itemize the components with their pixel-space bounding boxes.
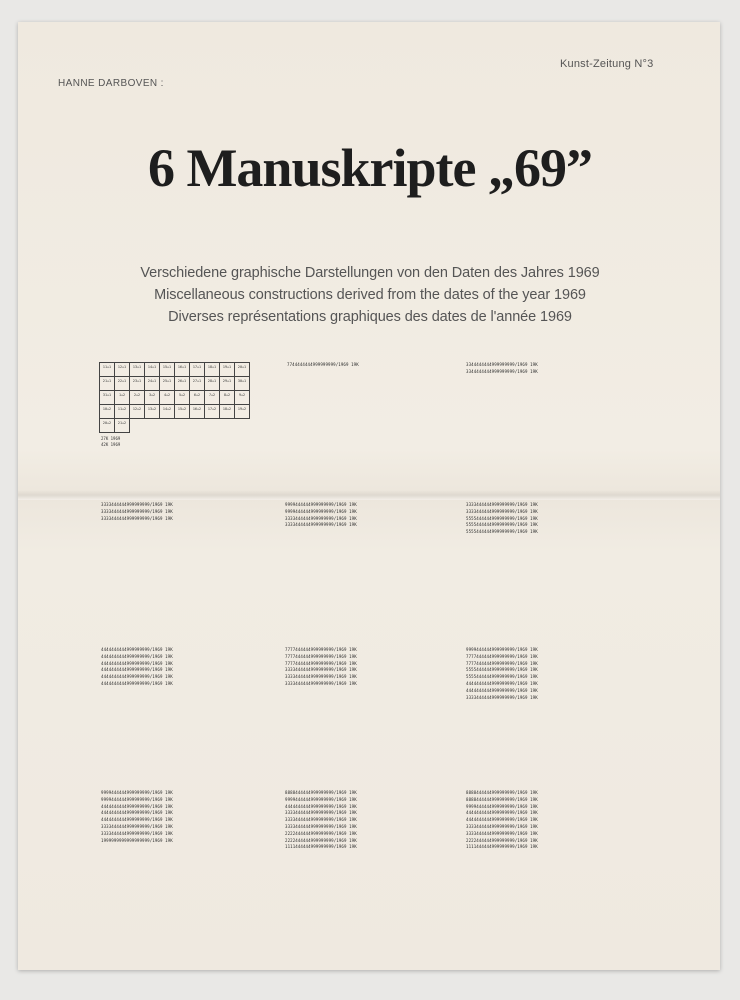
grid-cell: 17+2 [205,405,220,419]
manuscript-line: 4444444444999999999/1969 19K [101,647,173,652]
grid-cell: 5+2 [175,391,190,405]
grid-cell: 16+2 [190,405,205,419]
manuscript-line: 3333444444999999999/1969 19K [101,515,173,521]
manuscript-line: 3333444444999999999/1969 19K [466,823,538,829]
manuscript-line: 4444444444999999999/1969 19K [101,653,173,659]
manuscript-line: 7777444444999999999/1969 19K [285,653,357,659]
grid-cell: 15+2 [175,405,190,419]
grid-cell: 6+2 [190,391,205,405]
grid-cell [160,419,175,433]
manuscript-panel [285,790,357,851]
grid-cell: 11+2 [115,405,130,419]
grid-cell: 1+2 [115,391,130,405]
manuscript-panel [285,502,357,529]
manuscript-line: 9999444444999999999/1969 19K [101,790,173,795]
manuscript-line: 3333444444999999999/1969 19K [285,810,357,816]
grid-cell: 4+2 [160,391,175,405]
grid-cell: 9+2 [235,391,250,405]
manuscript-line: 9999444444999999999/1969 19K [285,796,357,802]
grid-cell: 10+2 [100,405,115,419]
page-fold [18,490,720,500]
manuscript-line: 2222444444999999999/1969 19K [466,837,538,843]
manuscript-line: 5555444444999999999/1969 19K [466,515,538,521]
manuscript-line: 9999444444999999999/1969 19K [285,508,357,514]
manuscript-line: 2222444444999999999/1969 19K [285,830,357,836]
manuscript-line: 4444444444999999999/1969 19K [466,817,538,823]
artist-label: HANNE DARBOVEN : [58,78,164,89]
grid-cell: 20+2 [100,419,115,433]
manuscript-panel [466,647,538,701]
manuscript-line: 4444444444999999999/1969 19K [101,803,173,809]
page-title: 6 Manuskripte „69” [147,138,593,198]
manuscript-panel [287,362,359,369]
manuscript-line: 4444444444999999999/1969 19K [466,810,538,816]
manuscript-line: 9999444444999999999/1969 19K [285,502,357,507]
manuscript-line: 3333444444999999999/1969 19K [285,522,357,528]
manuscript-panel [101,502,173,522]
manuscript-panel [285,647,357,688]
grid-cell [205,419,220,433]
grid-cell: 11+1 [100,363,115,377]
manuscript-line: 3333444444999999999/1969 19K [101,823,173,829]
subtitle-german: Verschiedene graphische Darstellungen von den Daten des Jahres 1969 [140,265,600,281]
grid-cell: 25+1 [160,377,175,391]
grid-cell [235,419,250,433]
grid-cell: 20+1 [235,363,250,377]
grid-cell: 26+1 [175,377,190,391]
grid-cell: 28+1 [205,377,220,391]
manuscript-line: 1111444444999999999/1969 19K [285,844,357,850]
subtitle-english: Miscellaneous constructions derived from the dates of the year 1969 [154,287,586,303]
manuscript-line: 4444444444999999999/1969 19K [466,687,538,693]
manuscript-line: 7777444444999999999/1969 19K [285,647,357,652]
manuscript-line: 3333444444999999999/1969 19K [466,508,538,514]
manuscript-line: 8888444444999999999/1969 19K [285,790,357,795]
manuscript-line: 3333444444999999999/1969 19K [285,674,357,680]
manuscript-panel [101,647,173,688]
manuscript-line: 4444444444999999999/1969 19K [101,810,173,816]
grid-cell [145,419,160,433]
manuscript-line: 8888444444999999999/1969 19K [466,790,538,795]
manuscript-line: 7777444444999999999/1969 19K [466,653,538,659]
grid-cell: 2+2 [130,391,145,405]
grid-cell: 22+1 [115,377,130,391]
grid-cell [220,419,235,433]
issue-label: Kunst-Zeitung N°3 [560,58,654,70]
manuscript-line: 3333444444999999999/1969 19K [285,515,357,521]
manuscript-line: 3333444444999999999/1969 19K [285,817,357,823]
manuscript-panel [101,790,173,844]
manuscript-line: 9999444444999999999/1969 19K [466,803,538,809]
grid-cell [190,419,205,433]
grid-cell: 14+1 [145,363,160,377]
manuscript-line: 3333444444999999999/1969 19K [466,502,538,507]
grid-cell: 18+2 [220,405,235,419]
manuscript-line: 7744444444999999999/1969 19K [287,362,359,367]
grid-cell: 12+2 [130,405,145,419]
manuscript-line: 3333444444999999999/1969 19K [101,508,173,514]
manuscript-line: 4444444444999999999/1969 19K [466,680,538,686]
calendar-grid [99,362,250,433]
grid-cell: 7+2 [205,391,220,405]
manuscript-line: 4444444444999999999/1969 19K [101,680,173,686]
grid-cell: 17+1 [190,363,205,377]
manuscript-line: 4444444444999999999/1969 19K [285,803,357,809]
grid-cell: 12+1 [115,363,130,377]
grid-cell: 15+1 [160,363,175,377]
grid-cell: 31+1 [100,391,115,405]
calendar-grid-notes [101,436,120,448]
grid-cell: 30+1 [235,377,250,391]
manuscript-line: 3333444444999999999/1969 19K [285,667,357,673]
manuscript-panel [466,502,538,536]
grid-cell: 23+1 [130,377,145,391]
manuscript-line: 5555444444999999999/1969 19K [466,674,538,680]
manuscript-line: 3344444444999999999/1969 19K [466,368,538,374]
grid-cell: 19+1 [220,363,235,377]
manuscript-line: 5555444444999999999/1969 19K [466,522,538,528]
manuscript-line: 3333444444999999999/1969 19K [466,694,538,700]
grid-cell: 13+2 [145,405,160,419]
manuscript-line: 2222444444999999999/1969 19K [285,837,357,843]
manuscript-line: 1111444444999999999/1969 19K [466,844,538,850]
manuscript-line: 1999999999999999999/1969 19K [101,837,173,843]
manuscript-line: 4444444444999999999/1969 19K [101,660,173,666]
manuscript-line: 4444444444999999999/1969 19K [101,817,173,823]
manuscript-line: 4444444444999999999/1969 19K [101,667,173,673]
grid-cell: 13+1 [130,363,145,377]
subtitle-french: Diverses représentations graphiques des dates de l'année 1969 [168,309,572,325]
manuscript-line: 5555444444999999999/1969 19K [466,529,538,535]
manuscript-line: 7777444444999999999/1969 19K [466,660,538,666]
manuscript-line: 5555444444999999999/1969 19K [466,667,538,673]
manuscript-line: 7777444444999999999/1969 19K [285,660,357,666]
grid-cell: 29+1 [220,377,235,391]
manuscript-line: 9999444444999999999/1969 19K [466,647,538,652]
grid-cell: 21+1 [100,377,115,391]
grid-cell: 27+1 [190,377,205,391]
grid-cell: 21+2 [115,419,130,433]
manuscript-line: 8888444444999999999/1969 19K [466,796,538,802]
grid-cell: 18+1 [205,363,220,377]
grid-cell: 24+1 [145,377,160,391]
grid-cell [175,419,190,433]
grid-cell: 16+1 [175,363,190,377]
manuscript-line: 3333444444999999999/1969 19K [285,823,357,829]
grid-note: 27K 1969 [101,436,121,441]
manuscript-line: 9999444444999999999/1969 19K [101,796,173,802]
grid-cell: 19+2 [235,405,250,419]
grid-cell: 3+2 [145,391,160,405]
manuscript-line: 3333444444999999999/1969 19K [101,502,173,507]
manuscript-panel [466,362,538,376]
manuscript-line: 3333444444999999999/1969 19K [101,830,173,836]
grid-cell: 8+2 [220,391,235,405]
manuscript-panel [466,790,538,851]
manuscript-line: 3333444444999999999/1969 19K [285,680,357,686]
manuscript-line: 3344444444999999999/1969 19K [466,362,538,367]
grid-note: 42K 1969 [101,442,121,447]
grid-cell [130,419,145,433]
grid-cell: 14+2 [160,405,175,419]
manuscript-line: 3333444444999999999/1969 19K [466,830,538,836]
manuscript-line: 4444444444999999999/1969 19K [101,674,173,680]
